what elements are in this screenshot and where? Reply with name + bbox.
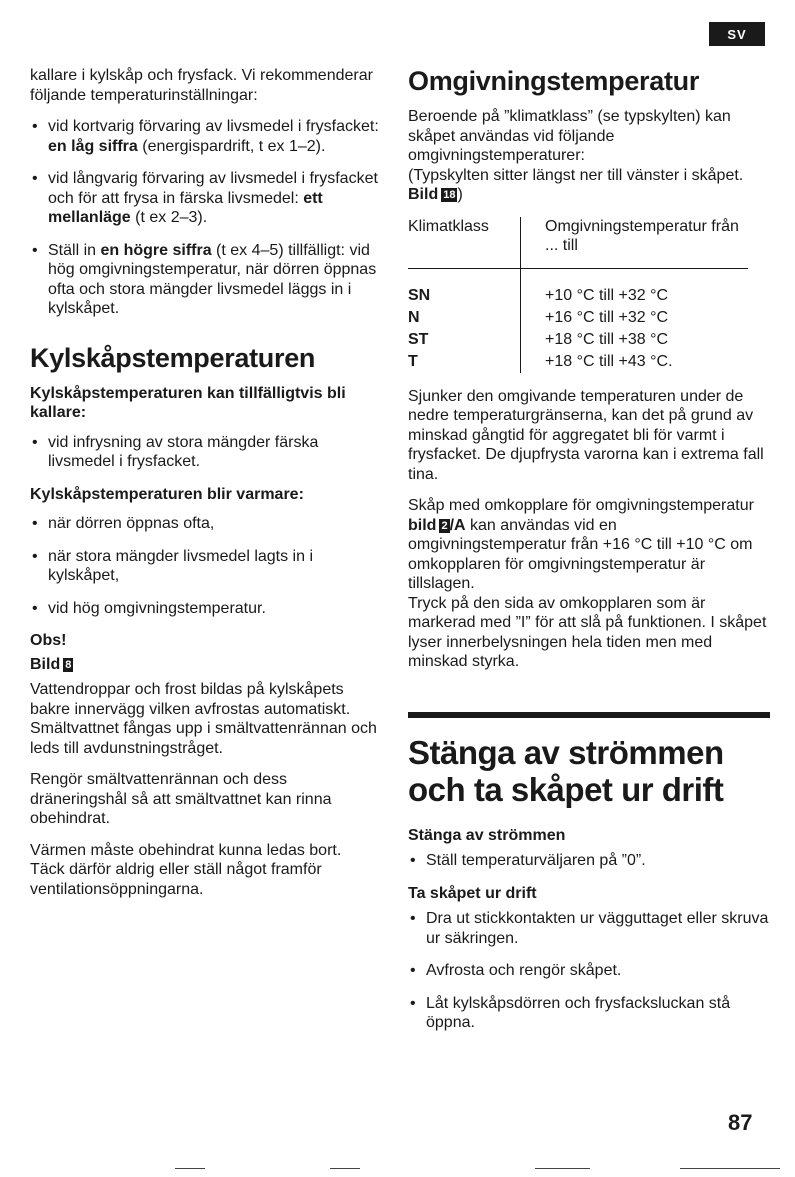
right-column: [408, 66, 770, 1046]
table-row: T +18 °C till +43 °C.: [408, 351, 748, 373]
list-item: • vid infrysning av stora mängder färska livsmedel i frysfacket.: [30, 433, 380, 472]
paragraph: Rengör smältvattenrännan och dess dräneringshål så att smältvattnet kan rinna obehindrat.: [30, 771, 332, 827]
subheading-warmer: Kylskåpstemperaturen blir varmare:: [30, 485, 304, 503]
list-item: • Ställ in en högre siffra (t ex 4–5) tillfälligt: vid hög omgivningstemperatur, när dörren öppnas ofta och stora mängder livsmedel läggs in i kylskåpet.: [30, 241, 380, 319]
figure-number-badge: 2: [441, 519, 448, 532]
scan-artifact-line: [535, 1168, 590, 1169]
obs-heading: Obs!: [30, 632, 67, 649]
intro-paragraph: Beroende på ”klimatklass” (se typskylten) kan skåpet användas vid följande omgivningstemperaturer:: [408, 108, 731, 164]
switch-paragraph: Skåp med omkopplare för omgivningstemperatur bild 2 /A kan användas vid en omgivningstemperatur från +16 °C till +10 °C om omkopplaren för omgivningstemperatur är tillslagen.: [408, 497, 754, 592]
climate-class-table: [408, 217, 748, 373]
subheading-colder: Kylskåpstemperaturen kan tillfälligtvis bli kallare:: [30, 384, 346, 421]
list-item: • vid långvarig förvaring av livsmedel i frysfacket och för att frysa in färska livsmedel: ett mellanläge (t ex 2–3).: [30, 169, 380, 228]
figure-number-badge: 18: [443, 189, 456, 201]
column-header: Omgivningstemperatur från ... till: [521, 217, 749, 269]
list-item: • vid hög omgivningstemperatur.: [30, 599, 380, 619]
list-item: • Låt kylskåpsdörren och frysfacksluckan stå öppna.: [408, 994, 770, 1033]
power-off-bullet-list: [408, 851, 770, 871]
scan-artifact-line: [175, 1168, 205, 1169]
page-number: 87: [728, 1110, 753, 1135]
list-item: • när dörren öppnas ofta,: [30, 514, 380, 534]
section-heading-fridge-temp: Kylskåpstemperaturen: [30, 342, 316, 373]
list-item: • Avfrosta och rengör skåpet.: [408, 961, 770, 981]
paragraph: Vattendroppar och frost bildas på kylskåpets bakre innervägg vilken avfrostas automatiskt. Smältvattnet fångas upp i smältvattenrännan och leds till avdunstningstråget.: [30, 681, 377, 757]
list-item: • när stora mängder livsmedel lagts in i kylskåpet,: [30, 547, 380, 586]
decommission-bullet-list: [408, 909, 770, 1033]
list-item: • Dra ut stickkontakten ur vägguttaget eller skruva ur säkringen.: [408, 909, 770, 948]
subheading-power-off: Stänga av strömmen: [408, 826, 566, 844]
section-title-shutdown: Stänga av strömmen och ta skåpet ur drift: [408, 733, 724, 808]
language-badge: SV: [709, 22, 765, 46]
table-row: N +16 °C till +32 °C: [408, 307, 748, 329]
type-plate-note: (Typskylten sitter längst ner till vänster i skåpet. Bild 18 ): [408, 166, 744, 203]
setting-bullet-list: [30, 117, 380, 319]
figure-reference: Bild 8: [30, 655, 72, 673]
table-row: SN +10 °C till +32 °C: [408, 268, 748, 307]
warmer-bullet-list: [30, 514, 380, 618]
table-header-row: [408, 217, 748, 269]
column-header: Klimatklass: [408, 217, 521, 269]
scan-artifact-line: [680, 1168, 780, 1169]
section-divider-bar: [408, 712, 770, 718]
colder-bullet-list: [30, 433, 380, 472]
paragraph: Värmen måste obehindrat kunna ledas bort. Täck därför aldrig eller ställ något framför ventilationsöppningarna.: [30, 841, 342, 898]
intro-paragraph: kallare i kylskåp och frysfack. Vi rekommenderar följande temperaturinställningar:: [30, 67, 373, 104]
list-item: • vid kortvarig förvaring av livsmedel i frysfacket: en låg siffra (energispardrift, t ex 1–2).: [30, 117, 380, 156]
paragraph: Tryck på den sida av omkopplaren som är markerad med ”I” för att slå på funktionen. I skåpet lyser innerbelysningen hela tiden men med minskad styrka.: [408, 594, 767, 670]
list-item: • Ställ temperaturväljaren på ”0”.: [408, 851, 770, 871]
left-column: [30, 66, 380, 911]
scan-artifact-line: [330, 1168, 360, 1169]
figure-number-badge: 8: [65, 658, 72, 671]
table-row: ST +18 °C till +38 °C: [408, 329, 748, 351]
section-heading-ambient-temp: Omgivningstemperatur: [408, 66, 700, 96]
paragraph: Sjunker den omgivande temperaturen under de nedre temperaturgränserna, kan det på grund av minskad gångtid för aggregatet bli för varmt i frysfacket. De djupfrysta varorna kan i extrema fall tina.: [408, 387, 764, 483]
subheading-decommission: Ta skåpet ur drift: [408, 884, 537, 902]
